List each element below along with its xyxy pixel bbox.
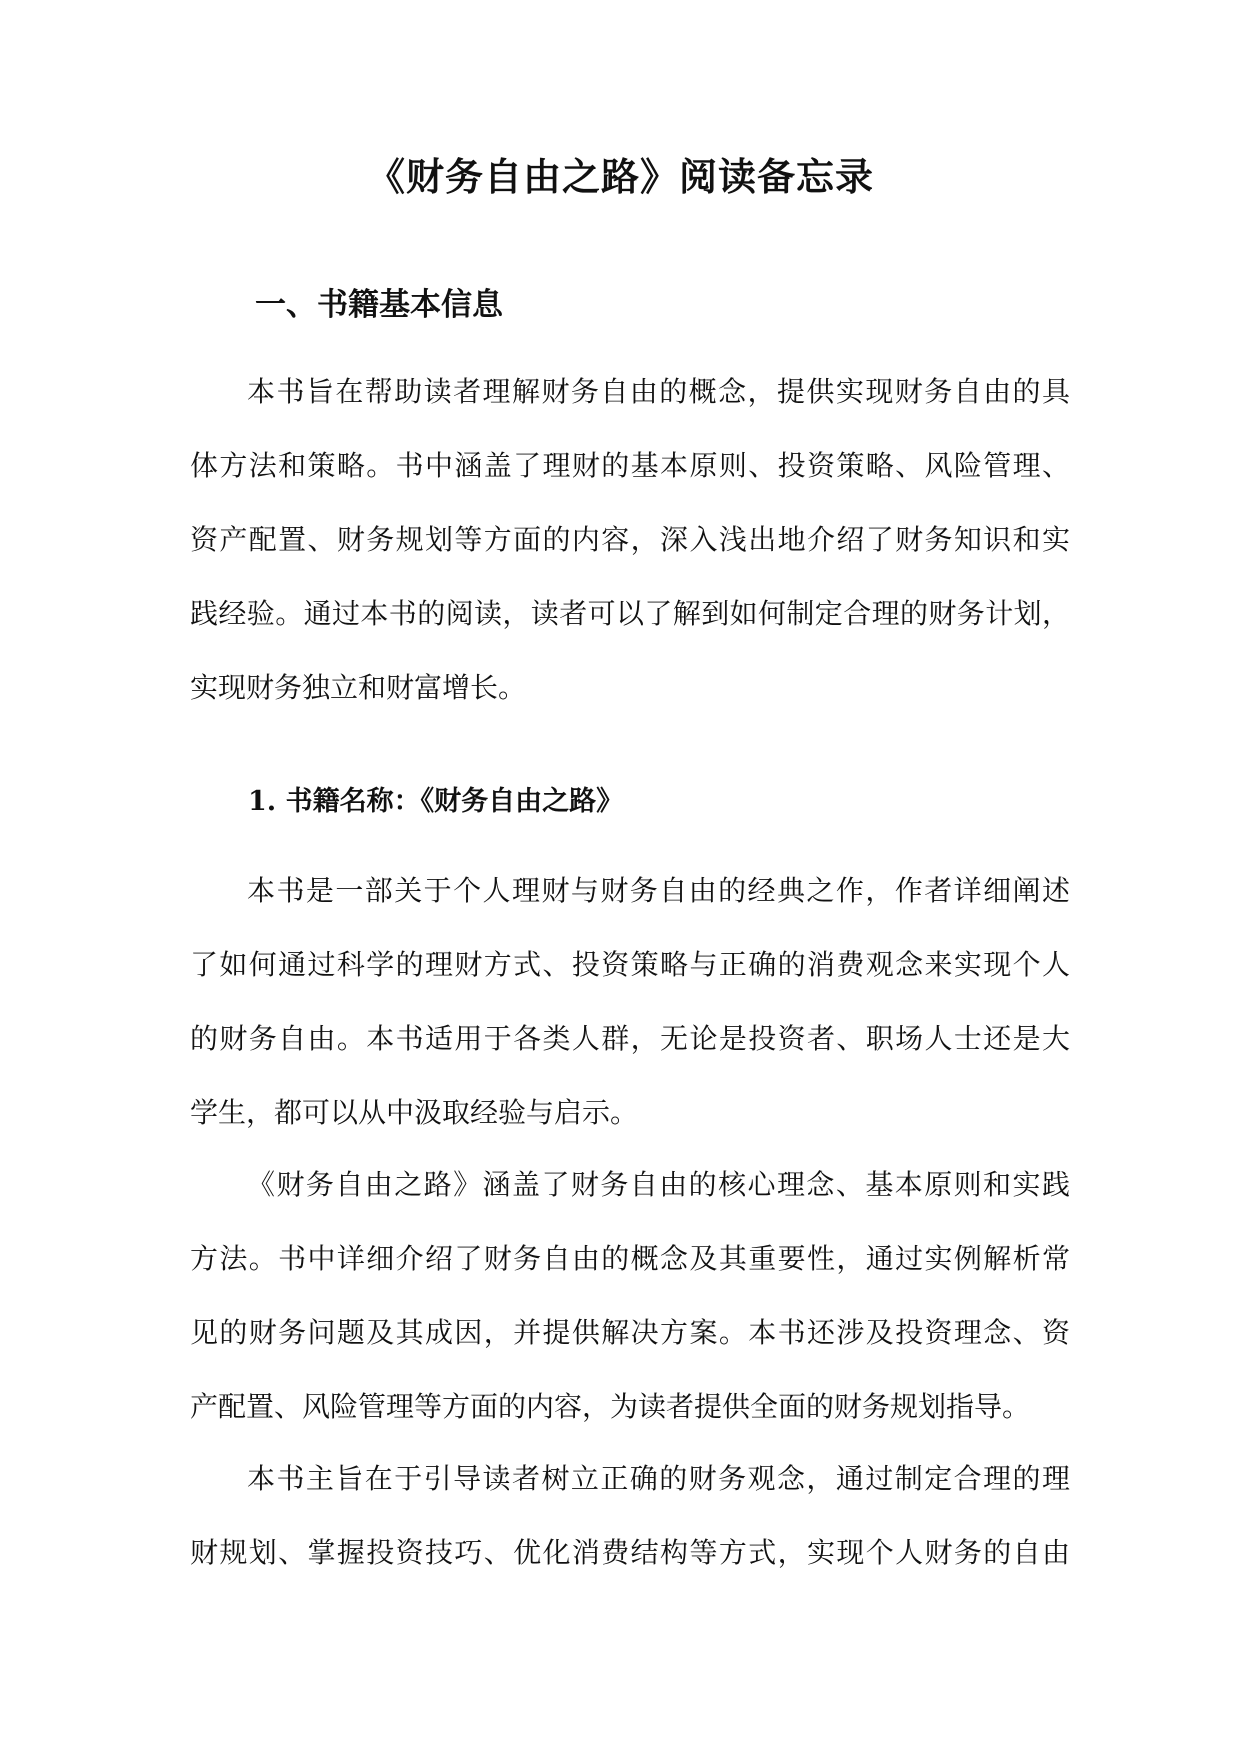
paragraph-book-overview <box>190 854 1070 1150</box>
paragraph-line: 本书主旨在于引导读者树立正确的财务观念，通过制定合理的理 <box>247 1462 1070 1495</box>
paragraph-line: 产配置、风险管理等方面的内容，为读者提供全面的财务规划指导。 <box>190 1390 1031 1423</box>
document-title: 《财务自由之路》阅读备忘录 <box>366 154 874 199</box>
paragraph-line: 本书是一部关于个人理财与财务自由的经典之作，作者详细阐述 <box>247 874 1070 907</box>
paragraph-book-purpose <box>190 1442 1070 1590</box>
paragraph-line: 体方法和策略。书中涵盖了理财的基本原则、投资策略、风险管理、 <box>190 449 1070 482</box>
section-heading-basic-info: 一、书籍基本信息 <box>255 287 503 323</box>
paragraph-book-content <box>190 1148 1070 1444</box>
paragraph-line: 《财务自由之路》涵盖了财务自由的核心理念、基本原则和实践 <box>247 1168 1070 1201</box>
subsection-heading-book-name: 1. 书籍名称：《财务自由之路》 <box>248 786 624 817</box>
paragraph-line: 方法。书中详细介绍了财务自由的概念及其重要性，通过实例解析常 <box>190 1242 1070 1275</box>
paragraph-line: 财规划、掌握投资技巧、优化消费结构等方式，实现个人财务的自由 <box>190 1536 1070 1569</box>
paragraph-line: 的财务自由。本书适用于各类人群，无论是投资者、职场人士还是大 <box>190 1022 1070 1055</box>
paragraph-line: 见的财务问题及其成因，并提供解决方案。本书还涉及投资理念、资 <box>190 1316 1070 1349</box>
paragraph-intro <box>190 355 1070 725</box>
paragraph-line: 学生，都可以从中汲取经验与启示。 <box>190 1096 639 1129</box>
paragraph-line: 实现财务独立和财富增长。 <box>190 671 527 704</box>
paragraph-line: 践经验。通过本书的阅读，读者可以了解到如何制定合理的财务计划， <box>190 597 1070 630</box>
paragraph-line: 了如何通过科学的理财方式、投资策略与正确的消费观念来实现个人 <box>190 948 1070 981</box>
paragraph-line: 资产配置、财务规划等方面的内容，深入浅出地介绍了财务知识和实 <box>190 523 1070 556</box>
paragraph-line: 本书旨在帮助读者理解财务自由的概念，提供实现财务自由的具 <box>247 375 1070 408</box>
